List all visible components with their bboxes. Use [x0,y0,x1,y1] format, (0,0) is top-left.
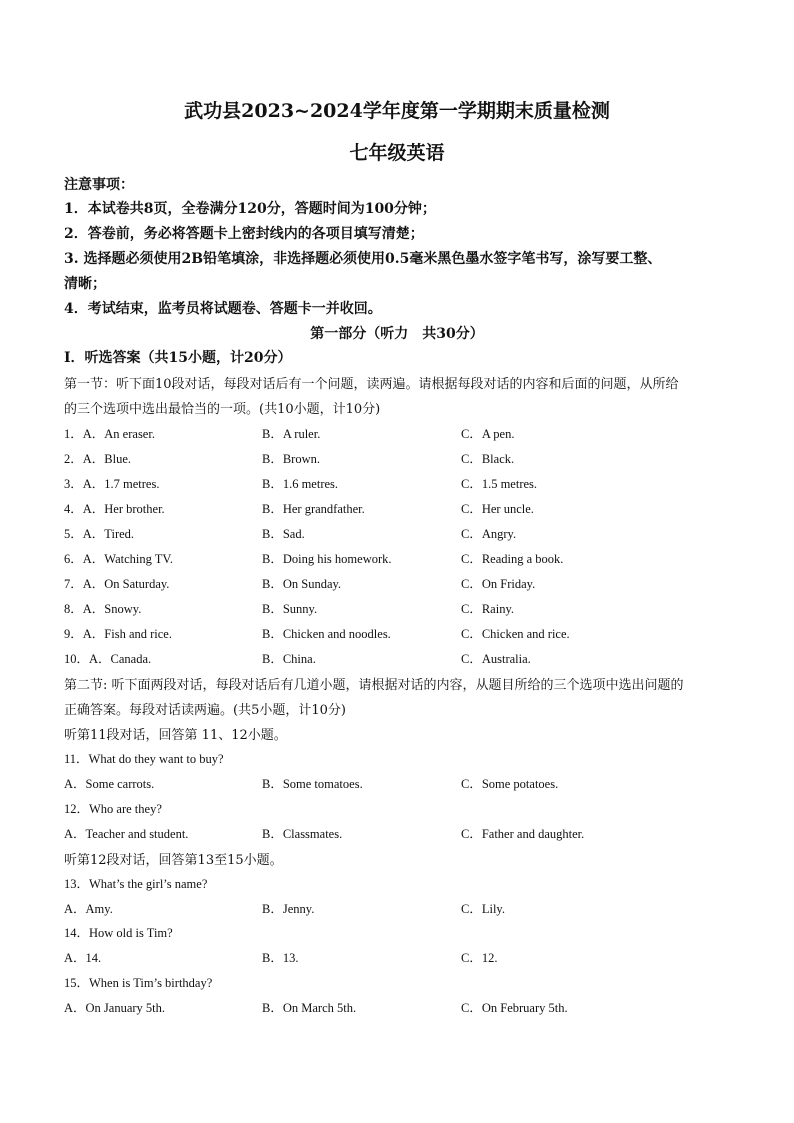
option-b: B．1.6 metres. [262,477,339,491]
option-a: A．Some carrots. [64,777,155,791]
option-a: 7．A．On Saturday. [64,577,170,591]
option-c: C．Lily. [461,902,505,916]
option-b: B．Sad. [262,527,305,541]
option-c: C．12. [461,951,498,965]
option-c: C．Australia. [461,652,531,666]
option-c: C．A pen. [461,427,515,441]
notice-heading: 注意事项： [64,177,134,193]
notice-item: 1．本试卷共8页，全卷满分120分，答题时间为100分钟； [64,201,436,217]
option-c: C．On February 5th. [461,1001,568,1015]
question-stem: 11．What do they want to buy? [64,752,224,766]
section1-intro: 的三个选项中选出最恰当的一项。(共10小题，计10分) [64,402,381,417]
option-a: 8．A．Snowy. [64,602,142,616]
option-c: C．Angry. [461,527,517,541]
option-a: A．Amy. [64,902,113,916]
option-a: A．Teacher and student. [64,827,189,841]
dialog-intro: 听第12段对话，回答第13至15小题。 [64,853,283,868]
option-a: 6．A．Watching TV. [64,552,173,566]
notice-item: 2．答卷前，务必将答题卡上密封线内的各项目填写清楚； [64,226,424,242]
option-c: C．Black. [461,452,515,466]
exam-title: 武功县2023~2024学年度第一学期期末质量检测 [184,100,610,122]
option-a: 5．A．Tired. [64,527,135,541]
section1-intro: 第一节：听下面10段对话，每段对话后有一个问题，读两遍。请根据每段对话的内容和后面的问题，从所给 [64,377,679,392]
option-b: B．Some tomatoes. [262,777,363,791]
dialog-intro: 听第11段对话，回答第 11、12小题。 [64,728,287,743]
option-a: 9．A．Fish and rice. [64,627,172,641]
option-c: C．Some potatoes. [461,777,559,791]
option-b: B．On Sunday. [262,577,342,591]
section2-intro: 正确答案。每段对话读两遍。(共5小题，计10分) [64,703,346,718]
part-heading: 第一部分（听力 共30分） [310,326,484,342]
notice-item: 3. 选择题必须使用2B铅笔填涂，非选择题必须使用0.5毫米黑色墨水签字笔书写，涂写要工整、 [64,251,662,267]
section2-intro: 第二节: 听下面两段对话，每段对话后有几道小题，请根据对话的内容，从题目所给的三个选项中选出问题的 [64,678,684,693]
option-b: B．Brown. [262,452,320,466]
option-a: 2．A．Blue. [64,452,132,466]
option-c: C．Father and daughter. [461,827,585,841]
question-stem: 13．What’s the girl’s name? [64,877,208,891]
option-a: A．On January 5th. [64,1001,166,1015]
option-b: B．Chicken and noodles. [262,627,391,641]
option-c: C．Her uncle. [461,502,534,516]
option-b: B．A ruler. [262,427,321,441]
option-b: B．Jenny. [262,902,315,916]
notice-item: 清晰； [64,276,106,292]
option-a: 3．A．1.7 metres. [64,477,160,491]
option-c: C．Chicken and rice. [461,627,570,641]
notice-item: 4．考试结束，监考员将试题卷、答题卡一并收回。 [64,301,382,317]
option-a: 10．A．Canada. [64,652,152,666]
option-c: C．1.5 metres. [461,477,538,491]
option-b: B．Her grandfather. [262,502,365,516]
section-title: Ⅰ．听选答案（共15小题，计20分） [64,350,292,366]
option-c: C．On Friday. [461,577,536,591]
option-b: B．Sunny. [262,602,318,616]
exam-subtitle: 七年级英语 [349,142,445,164]
question-stem: 12．Who are they? [64,802,162,816]
option-a: A．14. [64,951,102,965]
option-b: B．13. [262,951,299,965]
question-stem: 15．When is Tim’s birthday? [64,976,213,990]
option-a: 4．A．Her brother. [64,502,165,516]
option-c: C．Rainy. [461,602,515,616]
option-b: B．China. [262,652,316,666]
option-c: C．Reading a book. [461,552,564,566]
option-a: 1．A．An eraser. [64,427,155,441]
question-stem: 14．How old is Tim? [64,926,173,940]
option-b: B．On March 5th. [262,1001,357,1015]
option-b: B．Classmates. [262,827,343,841]
option-b: B．Doing his homework. [262,552,392,566]
